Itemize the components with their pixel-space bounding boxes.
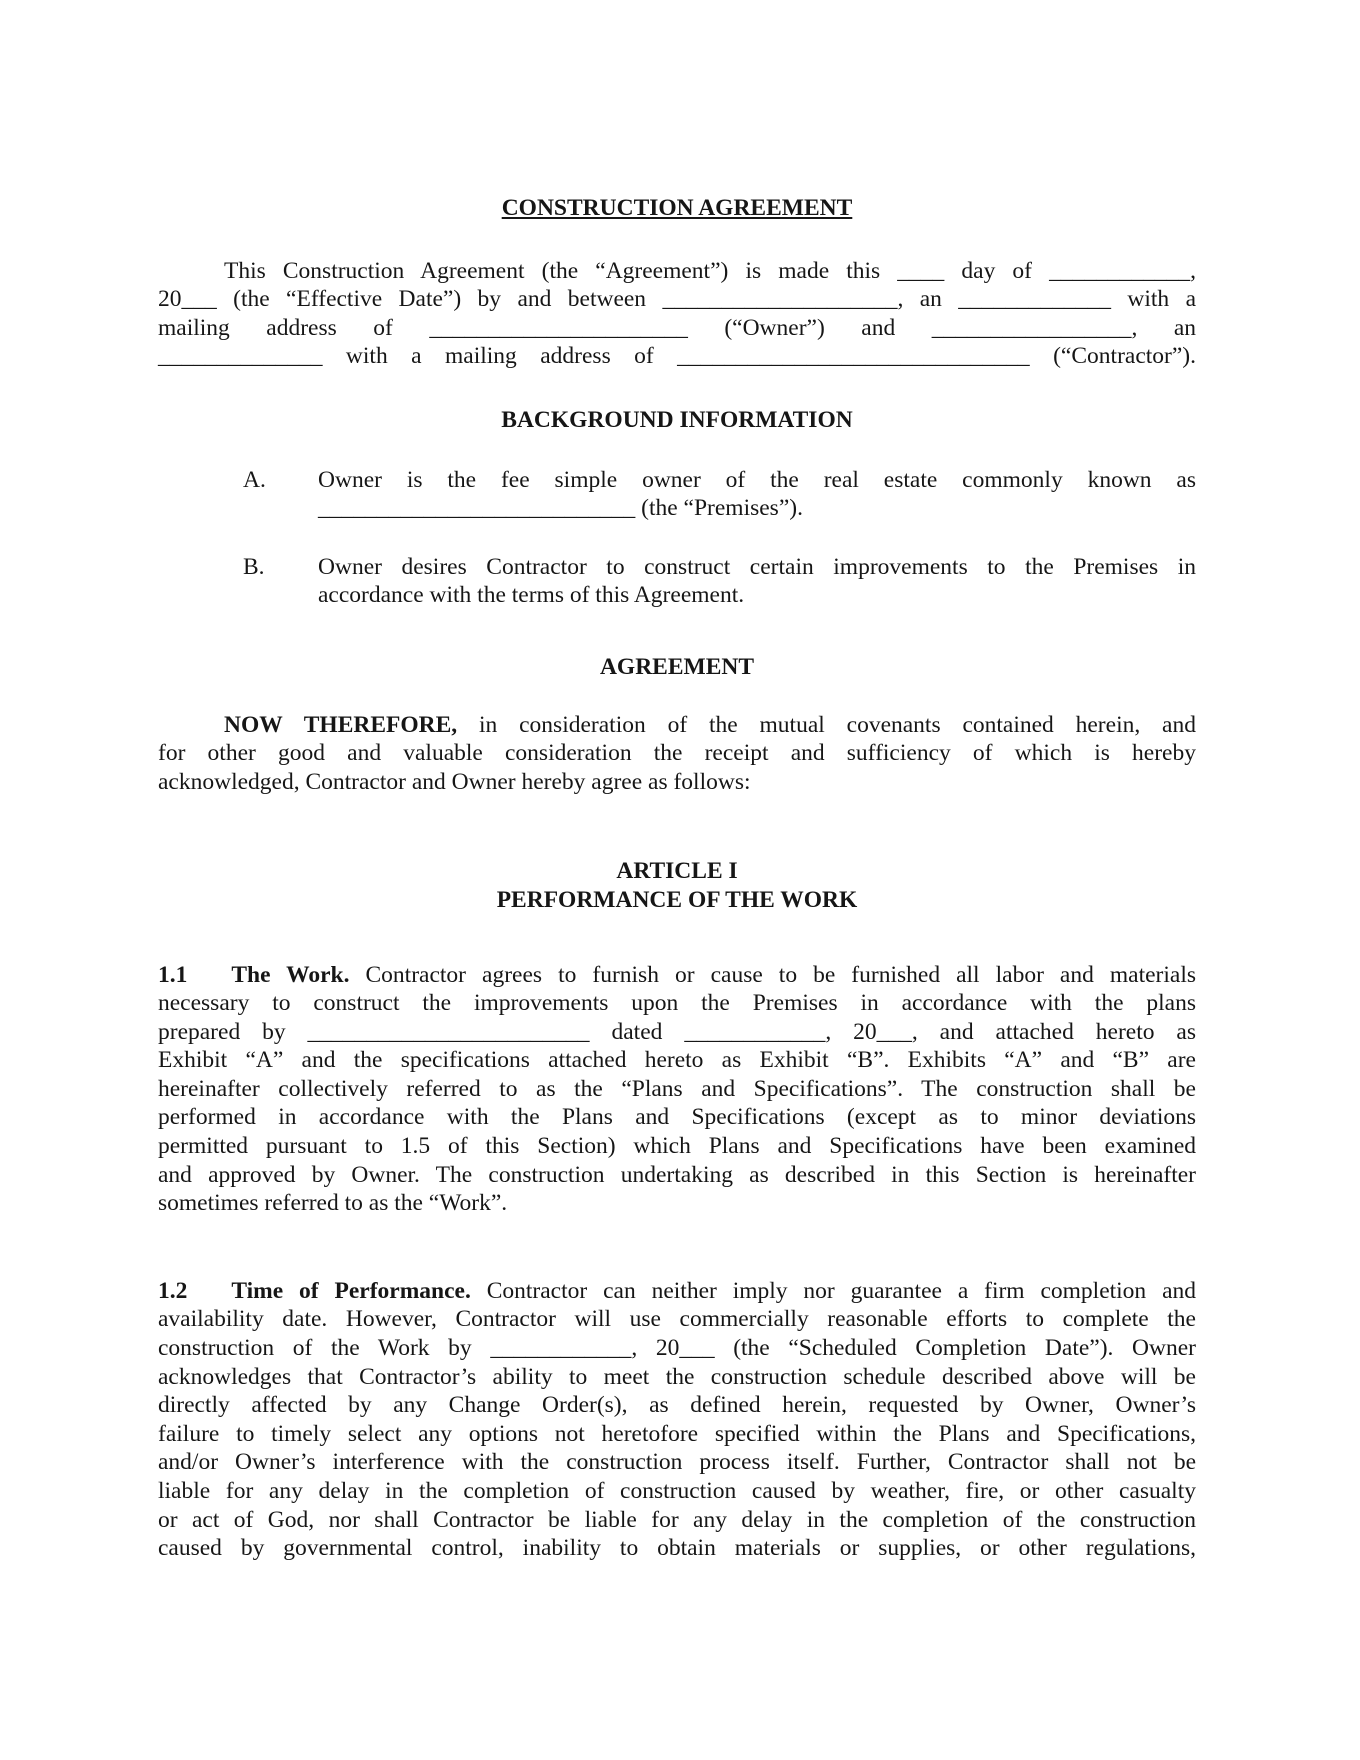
text-run: liable for any delay in the completion of construction caused by weather, fire, or other casualty — [158, 1478, 1196, 1504]
text-line — [158, 989, 1196, 1018]
text-line — [158, 1161, 1196, 1190]
text-line — [158, 1420, 1196, 1449]
text-line — [158, 1046, 1196, 1075]
list-marker: A. — [243, 466, 266, 493]
text-run: performed in accordance with the Plans and Specifications (except as to minor deviations — [158, 1104, 1196, 1131]
text-run: necessary to construct the improvements upon the Premises in accordance with the plans — [158, 990, 1196, 1017]
text-run: for other good and valuable consideration the receipt and sufficiency of which is hereby — [158, 740, 1196, 767]
text-line — [158, 1189, 1196, 1218]
heading-line: PERFORMANCE OF THE WORK — [496, 886, 858, 913]
text-run: construction of the Work by ____________, 20___ (the “Scheduled Completion Date”). Owner — [158, 1335, 1196, 1362]
text-line — [158, 1391, 1196, 1420]
text-line — [158, 494, 1196, 523]
section-1-2-time-of-performance — [158, 1277, 1196, 1563]
document-content — [158, 0, 1196, 1563]
text-line — [158, 1018, 1196, 1047]
bold-text: NOW THEREFORE, — [224, 711, 458, 738]
text-run: accordance with the terms of this Agreement. — [318, 582, 745, 609]
bold-text: Time of Performance. — [231, 1277, 471, 1304]
text-run: permitted pursuant to 1.5 of this Section) which Plans and Specifications have been examined — [158, 1133, 1196, 1160]
section-1-1-the-work — [158, 961, 1196, 1218]
text-run: acknowledges that Contractor’s ability to meet the construction schedule described above will be — [158, 1363, 1196, 1390]
text-run: This Construction Agreement (the “Agreement”) is made this ____ day of ____________, — [224, 257, 1196, 284]
heading-line: ARTICLE I — [616, 858, 738, 885]
text-run: and approved by Owner. The construction undertaking as described in this Section is hereinafter — [158, 1161, 1196, 1188]
heading-article-1 — [158, 857, 1196, 914]
recital-a — [158, 466, 1196, 523]
text-line — [158, 1334, 1196, 1363]
text-line — [158, 1448, 1196, 1477]
text-run: ______________ with a mailing address of ______________________________ (“Contractor”). — [158, 343, 1196, 370]
heading-line: AGREEMENT — [599, 653, 755, 680]
list-marker: B. — [243, 553, 265, 580]
text-run: Owner is the fee simple owner of the real estate commonly known as — [318, 466, 1196, 493]
text-run: Contractor can neither imply nor guarantee a firm completion and — [470, 1277, 1196, 1304]
heading-background-information — [158, 406, 1196, 435]
text-run: sometimes referred to as the “Work”. — [158, 1190, 508, 1217]
text-run: prepared by ________________________ dated ____________, 20___, and attached hereto as — [158, 1018, 1196, 1045]
text-run: Owner desires Contractor to construct certain improvements to the Premises in — [318, 553, 1196, 580]
heading-line: BACKGROUND INFORMATION — [501, 406, 853, 433]
text-line — [158, 1534, 1196, 1563]
text-line — [158, 466, 1196, 495]
text-run: failure to timely select any options not heretofore specified within the Plans and Specifications, — [158, 1420, 1196, 1447]
text-run: mailing address of ______________________ (“Owner”) and _________________, an — [158, 314, 1196, 341]
document-title-text: CONSTRUCTION AGREEMENT — [501, 195, 853, 221]
text-line — [158, 553, 1196, 582]
text-run: or act of God, nor shall Contractor be liable for any delay in the completion of the construction — [158, 1506, 1196, 1533]
text-line — [158, 1075, 1196, 1104]
text-run: ___________________________ (the “Premises”). — [318, 495, 803, 522]
text-line — [158, 1506, 1196, 1535]
text-line — [158, 768, 1196, 797]
text-run: Exhibit “A” and the specifications attached hereto as Exhibit “B”. Exhibits “A” and “B” are — [158, 1047, 1196, 1074]
bold-text: 1.2 — [158, 1277, 188, 1304]
text-run: caused by governmental control, inability to obtain materials or supplies, or other regulations, — [158, 1535, 1196, 1562]
bold-text: The Work. — [231, 961, 350, 988]
text-line — [158, 314, 1196, 343]
text-line — [158, 1477, 1196, 1506]
text-run: acknowledged, Contractor and Owner hereby agree as follows: — [158, 768, 751, 795]
intro-paragraph — [158, 257, 1196, 371]
text-run: in consideration of the mutual covenants contained herein, and — [457, 711, 1196, 738]
now-therefore-paragraph — [158, 711, 1196, 797]
text-line — [158, 1305, 1196, 1334]
text-line — [158, 1363, 1196, 1392]
text-line — [158, 1103, 1196, 1132]
text-run: directly affected by any Change Order(s), as defined herein, requested by Owner, Owner’s — [158, 1392, 1196, 1419]
text-run: availability date. However, Contractor will use commercially reasonable efforts to complete the — [158, 1306, 1196, 1333]
text-line — [158, 257, 1196, 286]
bold-text: 1.1 — [158, 961, 188, 988]
text-line — [158, 342, 1196, 371]
recital-b — [158, 553, 1196, 610]
text-line — [158, 581, 1196, 610]
document-title — [158, 194, 1196, 223]
text-run: and/or Owner’s interference with the construction process itself. Further, Contractor shall not be — [158, 1449, 1196, 1476]
text-line — [158, 285, 1196, 314]
text-line — [158, 961, 1196, 990]
text-run: 20___ (the “Effective Date”) by and between ____________________, an _____________ with a — [158, 286, 1196, 313]
text-run: hereinafter collectively referred to as the “Plans and Specifications”. The construction shall be — [158, 1075, 1196, 1102]
text-line — [158, 1132, 1196, 1161]
heading-agreement — [158, 653, 1196, 682]
text-line — [158, 1277, 1196, 1306]
text-line — [158, 711, 1196, 740]
text-line — [158, 739, 1196, 768]
text-run: Contractor agrees to furnish or cause to be furnished all labor and materials — [349, 961, 1197, 988]
